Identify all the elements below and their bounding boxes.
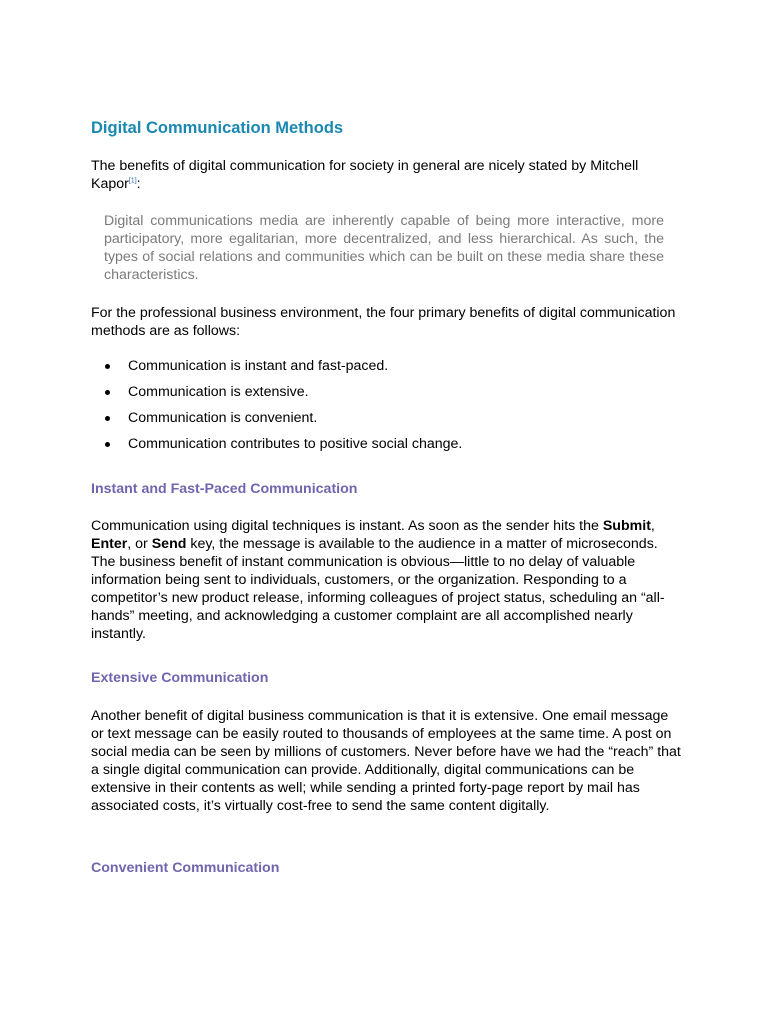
submit-key-label: Submit [602, 518, 651, 534]
intro-paragraph [91, 157, 681, 193]
citation-link[interactable]: [1] [128, 177, 137, 185]
professional-intro-paragraph: For the professional business environment, the four primary benefits of digital communication methods are as follows: [91, 305, 676, 339]
extensive-section-heading: Extensive Communication [91, 670, 269, 686]
intro-text: The benefits of digital communication for society in general are nicely stated by Mitchell Kapor [91, 158, 639, 192]
instant-sep2: , or [127, 536, 152, 552]
intro-suffix: : [136, 176, 141, 192]
instant-text-part1: Communication using digital techniques is instant. As soon as the sender hits the [91, 518, 603, 534]
send-key-label: Send [151, 536, 187, 552]
list-item [91, 383, 681, 409]
list-item [91, 435, 681, 461]
list-item-text: Communication contributes to positive social change. [128, 436, 463, 452]
document-title: Digital Communication Methods [91, 119, 344, 137]
instant-sep1: , [650, 518, 655, 534]
convenient-section-heading: Convenient Communication [91, 860, 280, 876]
bullet-icon [105, 442, 110, 447]
extensive-section-paragraph: Another benefit of digital business communication is that it is extensive. One email message or text message can be easily routed to thousands of employees at the same time. A post on social media can be seen by millions of customers. Never before have we had the “reach” that a single digital communication can provide. Additionally, digital communications can be extensive in their contents as well; while sending a printed forty-page report by mail has associated costs, it’s virtually cost-free to send the same content digitally. [91, 708, 681, 814]
list-item-text: Communication is extensive. [128, 384, 309, 400]
bullet-icon [105, 416, 110, 421]
bullet-icon [105, 390, 110, 395]
benefits-list [91, 357, 681, 461]
kapor-quote: Digital communications media are inherently capable of being more interactive, more participatory, more egalitarian, more decentralized, and less hierarchical. As such, the types of social relations and communities which can be built on these media share these characteristics. [104, 213, 664, 283]
list-item [91, 357, 681, 383]
list-item-text: Communication is instant and fast-paced. [128, 358, 389, 374]
instant-section-paragraph [91, 517, 681, 643]
enter-key-label: Enter [91, 536, 128, 552]
instant-section-heading: Instant and Fast-Paced Communication [91, 481, 358, 497]
instant-text-part2: key, the message is available to the audience in a matter of microseconds. The business benefit of instant communication is obvious—little to no delay of valuable information being sent to individuals, customers, or the organization. Responding to a competitor’s new product release, informing colleagues of project status, scheduling an “all-hands” meeting, and acknowledging a customer complaint are all accomplished nearly instantly. [91, 536, 665, 642]
list-item-text: Communication is convenient. [128, 410, 318, 426]
bullet-icon [105, 364, 110, 369]
list-item [91, 409, 681, 435]
